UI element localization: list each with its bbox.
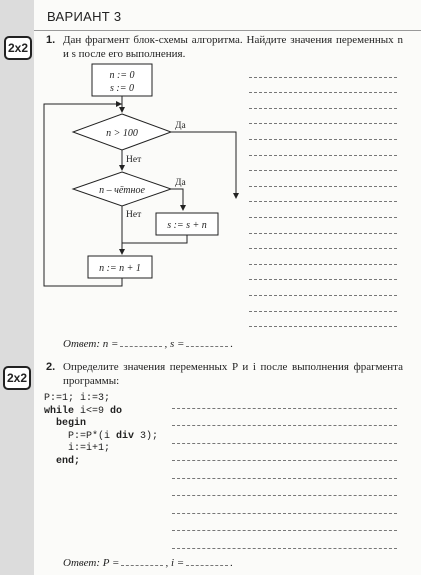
task1-text: Дан фрагмент блок-схемы алгоритма. Найдите значения переменных n и s после его выполнения. <box>63 34 403 60</box>
answer-lines-task1 <box>249 62 397 327</box>
init-line2: s := 0 <box>110 83 134 94</box>
cond1-label: n > 100 <box>106 128 138 139</box>
answer-s-blank[interactable] <box>186 336 228 347</box>
answer-task2: Ответ: P = , i = . <box>63 557 233 569</box>
answer-lines-task2 <box>172 391 397 549</box>
variant-title: ВАРИАНТ 3 <box>47 9 122 24</box>
task2-number: 2. <box>46 361 56 373</box>
no-label-1: Нет <box>126 155 142 165</box>
answer-i-blank[interactable] <box>186 555 228 566</box>
answer-task1: Ответ: n = , s = . <box>63 338 234 350</box>
yes-label-1: Да <box>175 121 186 131</box>
op-n-label: n := n + 1 <box>99 263 141 274</box>
difficulty-badge-task2: 2x2 <box>3 366 31 390</box>
answer-p-blank[interactable] <box>121 555 163 566</box>
init-line1: n := 0 <box>109 70 135 81</box>
task2-text: Определите значения переменных P и i после выполнения фрагмента программы: <box>63 361 403 387</box>
op-s-label: s := s + n <box>167 220 207 231</box>
yes-label-2: Да <box>175 178 186 188</box>
program-code: P:=1; i:=3; while i<=9 do begin P:=P*(i div 3); i:=i+1; end; <box>44 393 159 467</box>
task1-number: 1. <box>46 34 56 46</box>
difficulty-badge-task1: 2x2 <box>4 36 32 60</box>
no-label-2: Нет <box>126 210 142 220</box>
answer-n-blank[interactable] <box>120 336 162 347</box>
cond2-label: n – чётное <box>99 185 145 196</box>
